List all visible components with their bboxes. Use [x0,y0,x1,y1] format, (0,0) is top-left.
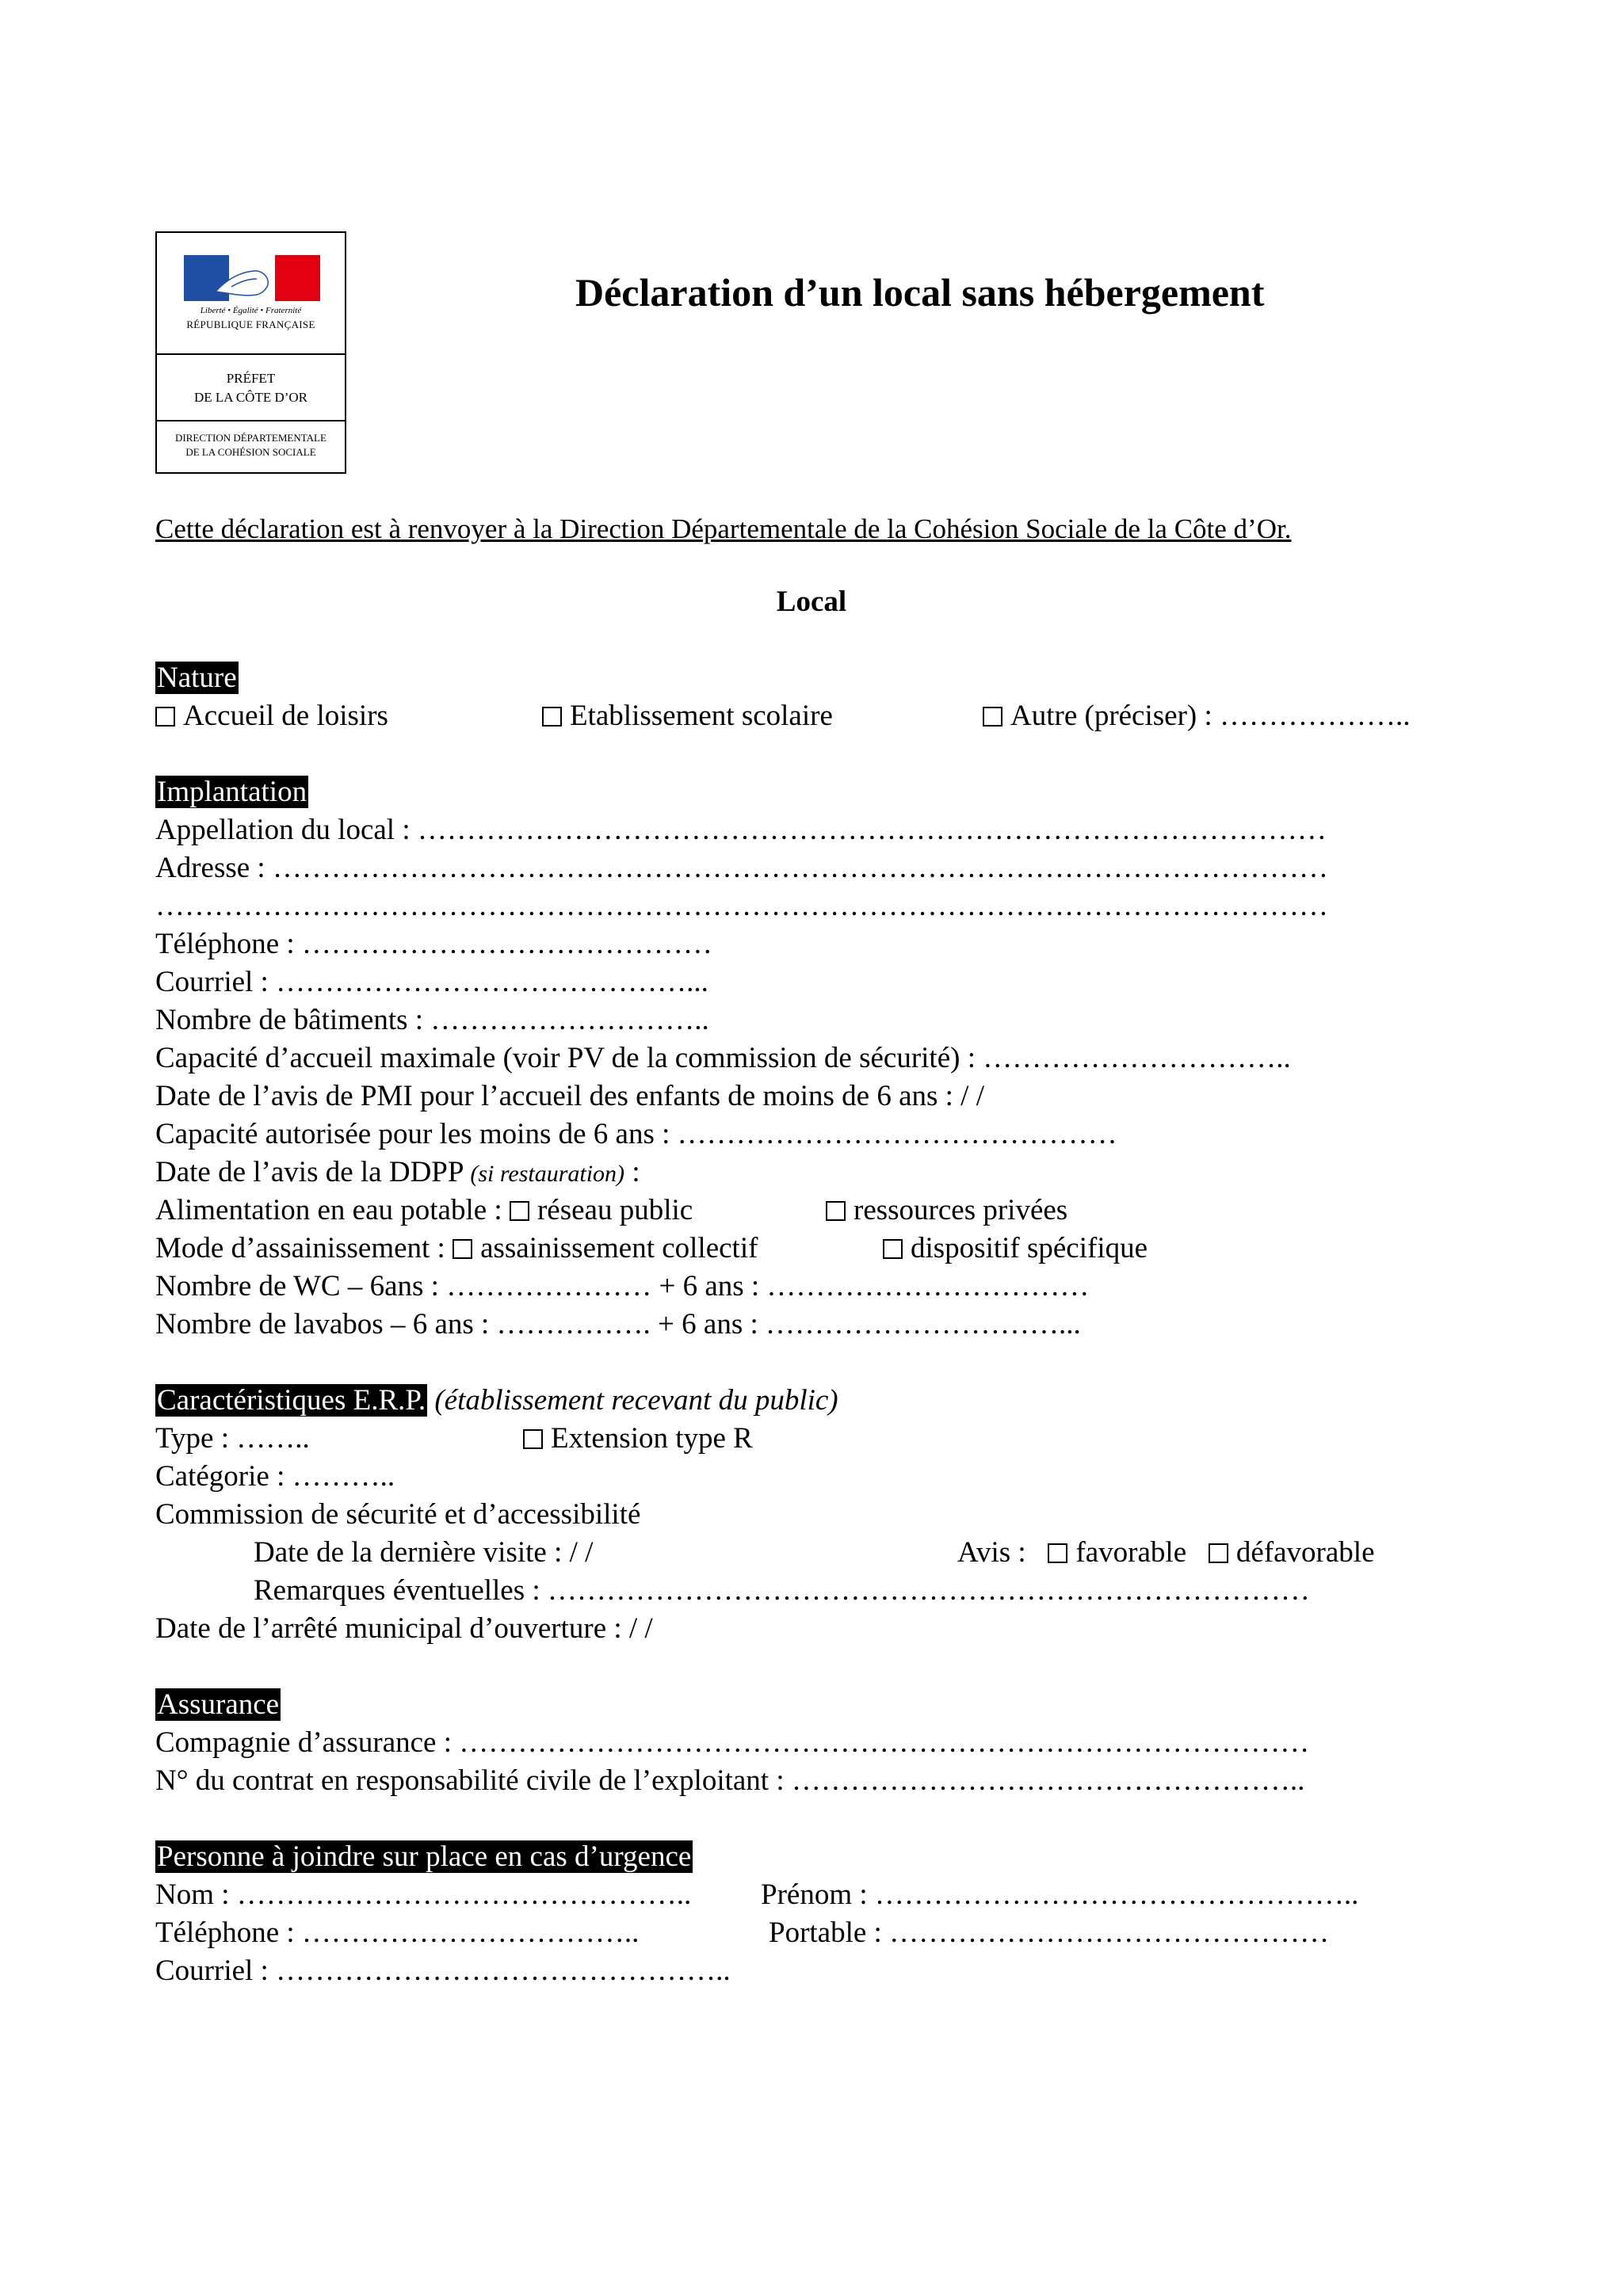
urgence-nom-field[interactable]: Nom : ……………………………………….. [155,1878,692,1911]
direction-line2: DE LA COHÉSION SOCIALE [185,446,316,458]
nature-opt-autre [983,699,1411,734]
courriel-field[interactable]: Courriel : ……………………………………... [155,966,708,998]
ddpp-colon: : [624,1156,640,1188]
assurance-heading: Assurance [157,1688,280,1721]
wc-field[interactable]: Nombre de WC – 6ans : ………………… + 6 ans : …………………………… [155,1270,1090,1302]
erp-type-field[interactable]: Type : …….. [155,1422,310,1455]
nature-heading: Nature [157,662,237,694]
empty-checkbox-icon[interactable] [1209,1543,1228,1563]
return-notice: Cette déclaration est à renvoyer à la Direction Départementale de la Cohésion Sociale de la Côte d’Or. [155,513,1292,544]
eau-opt-privees: ressources privées [854,1194,1068,1226]
avis-favorable: favorable [1075,1536,1187,1569]
opt-autre: Autre (préciser) : ……………….. [1010,700,1411,732]
erp-section-heading [155,1383,838,1418]
republic-text: RÉPUBLIQUE FRANÇAISE [186,318,315,330]
prefet-line1: PRÉFET [226,371,276,386]
pmi-date-field[interactable]: Date de l’avis de PMI pour l’accueil des enfants de moins de 6 ans : / / [155,1080,984,1112]
ddpp-note: (si restauration) [470,1161,625,1187]
erp-heading-note: (établissement recevant du public) [434,1384,838,1417]
eau-opt-reseau: réseau public [537,1194,693,1226]
republic-mark [157,233,345,355]
empty-checkbox-icon[interactable] [453,1239,472,1259]
empty-checkbox-icon[interactable] [826,1201,846,1221]
contrat-field[interactable]: N° du contrat en responsabilité civile de l’exploitant : …………………………………………….. [155,1764,1305,1797]
eau-row [155,1193,693,1228]
commission-label: Commission de sécurité et d’accessibilité [155,1498,641,1531]
extension-row [523,1421,753,1456]
avis-defavorable: défavorable [1235,1536,1375,1569]
prefet-block [157,355,345,421]
empty-checkbox-icon[interactable] [883,1239,903,1259]
opt-etablissement-scolaire: Etablissement scolaire [570,700,833,732]
appellation-field[interactable]: Appellation du local : ………………………………………………………………………………… [155,814,1327,846]
assain-label: Mode d’assainissement : [155,1232,445,1264]
direction-block [157,421,345,460]
adresse-continuation-field[interactable]: ………………………………………………………………………………………………………… [155,890,1328,922]
empty-checkbox-icon[interactable] [983,707,1002,727]
local-heading: Local [776,585,847,618]
motto-text: Liberté • Égalité • Fraternité [200,306,302,315]
batiments-field[interactable]: Nombre de bâtiments : ……………………….. [155,1004,709,1036]
arrete-date-field[interactable]: Date de l’arrêté municipal d’ouverture : / / [155,1612,653,1645]
implantation-heading: Implantation [157,776,307,808]
assainissement-row [155,1231,758,1266]
empty-checkbox-icon[interactable] [1048,1543,1067,1563]
avis-row [957,1535,1375,1570]
urgence-section-heading [155,1840,693,1875]
compagnie-field[interactable]: Compagnie d’assurance : …………………………………………………………………………… [155,1726,1310,1759]
empty-checkbox-icon[interactable] [155,707,175,727]
direction-line1: DIRECTION DÉPARTEMENTALE [175,432,327,444]
prefecture-logo [155,231,346,474]
assain-opt-specifique: dispositif spécifique [911,1232,1148,1264]
prefet-line2: DE LA CÔTE D’OR [193,390,308,405]
urgence-prenom-field[interactable]: Prénom : ………………………………………….. [761,1878,1359,1911]
derniere-visite-field[interactable]: Date de la dernière visite : / / [254,1536,594,1569]
lavabos-field[interactable]: Nombre de lavabos – 6 ans : ……………. + 6 ans : …………………………... [155,1308,1081,1341]
implantation-section-heading [155,775,308,810]
marianne-flag-icon [184,255,320,301]
adresse-field[interactable]: Adresse : ……………………………………………………………………………………………… [155,852,1328,884]
urgence-heading: Personne à joindre sur place en cas d’urgence [157,1840,692,1873]
remarques-field[interactable]: Remarques éventuelles : …………………………………………………………………… [254,1574,1310,1607]
ddpp-label: Date de l’avis de la DDPP [155,1156,464,1188]
assurance-section-heading [155,1688,281,1722]
nature-row [155,699,388,734]
assain-opt-specifique-row [883,1231,1148,1266]
empty-checkbox-icon[interactable] [523,1429,543,1449]
page-title: Déclaration d’un local sans hébergement [575,270,1265,315]
nature-opt-scolaire [542,699,833,734]
eau-label: Alimentation en eau potable : [155,1194,502,1226]
urgence-portable-field[interactable]: Portable : ……………………………………… [769,1917,1330,1949]
nature-section-heading [155,661,239,696]
extension-type-r: Extension type R [551,1422,753,1455]
capacite-moins-6-field[interactable]: Capacité autorisée pour les moins de 6 ans : ……………………………………… [155,1118,1117,1150]
erp-categorie-field[interactable]: Catégorie : ……….. [155,1460,395,1493]
empty-checkbox-icon[interactable] [510,1201,529,1221]
avis-label: Avis : [957,1536,1026,1569]
eau-opt-privees-row [826,1193,1067,1228]
urgence-courriel-field[interactable]: Courriel : ……………………………………….. [155,1955,731,1987]
urgence-telephone-field[interactable]: Téléphone : …………………………….. [155,1917,640,1949]
assain-opt-collectif: assainissement collectif [480,1232,758,1264]
capacite-field[interactable]: Capacité d’accueil maximale (voir PV de la commission de sécurité) : ………………………….. [155,1042,1291,1074]
ddpp-date-field[interactable] [155,1155,640,1192]
opt-accueil-loisirs: Accueil de loisirs [183,700,388,732]
telephone-field[interactable]: Téléphone : …………………………………… [155,928,712,960]
erp-heading: Caractéristiques E.R.P. [157,1384,426,1417]
empty-checkbox-icon[interactable] [542,707,562,727]
